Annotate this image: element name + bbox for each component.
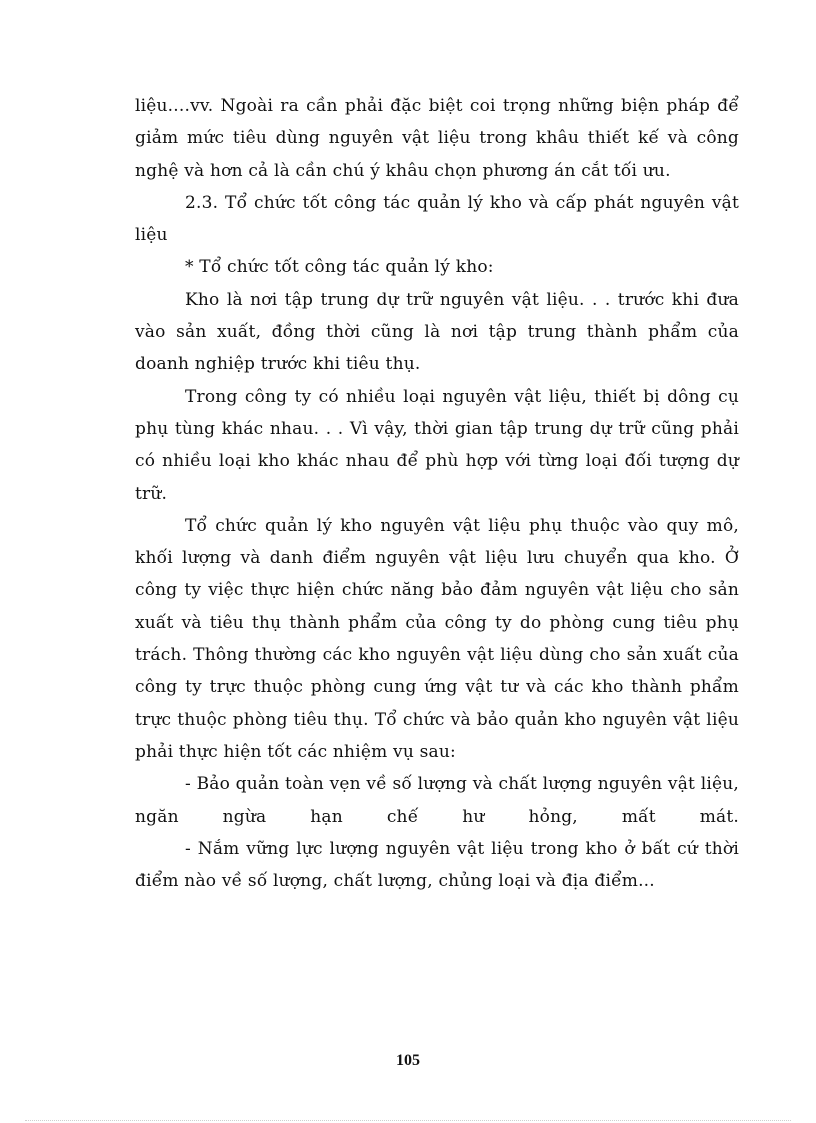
list-item-inventory-tracking: - Nắm vững lực lượng nguyên vật liệu trong kho ở bất cứ thời điểm nào về số lượng, chất lượng, chủng loại và địa điểm... [135,838,739,892]
subheading-warehouse-management: * Tổ chức tốt công tác quản lý kho: [185,257,494,278]
paragraph-warehouse-definition: Kho là nơi tập trung dự trữ nguyên vật liệu. . . trước khi đưa vào sản xuất, đồng thời cũng là nơi tập trung thành phẩm của doanh nghiệp trước khi tiêu thụ. [135,289,739,375]
paragraph-warehouse-organization: Tổ chức quản lý kho nguyên vật liệu phụ thuộc vào quy mô, khối lượng và danh điểm nguyên vật liệu lưu chuyển qua kho. Ở công ty việc thực hiện chức năng bảo đảm nguyên vật liệu cho sản xuất và tiêu thụ thành phẩm của công ty do phòng cung tiêu phụ trách. Thông thường các kho nguyên vật liệu dùng cho sản xuất của công ty trực thuộc phòng cung ứng vật tư và các kho thành phẩm trực thuộc phòng tiêu thụ. Tổ chức và bảo quản kho nguyên vật liệu phải thực hiện tốt các nhiệm vụ sau: [135,515,739,762]
page-bottom-divider [25,1120,791,1121]
paragraph-warehouse-types: Trong công ty có nhiều loại nguyên vật liệu, thiết bị dông cụ phụ tùng khác nhau. . . Vì vậy, thời gian tập trung dự trữ cũng phải có nhiều loại kho khác nhau để phù hợp với từng loại đối tượng dự trữ. [135,386,739,504]
list-item-preservation: - Bảo quản toàn vẹn về số lượng và chất lượng nguyên vật liệu, ngăn ngừa hạn chế hư hỏng, mất mát. [135,774,739,827]
page-number: 105 [396,1052,420,1069]
document-body [135,90,739,897]
paragraph-continuation: liệu....vv. Ngoài ra cần phải đặc biệt coi trọng những biện pháp để giảm mức tiêu dùng nguyên vật liệu trong khâu thiết kế và công nghệ và hơn cả là cần chú ý khâu chọn phương án cắt tối ưu. [135,96,739,181]
section-heading-2-3: 2.3. Tổ chức tốt công tác quản lý kho và cấp phát nguyên vật liệu [135,192,739,246]
